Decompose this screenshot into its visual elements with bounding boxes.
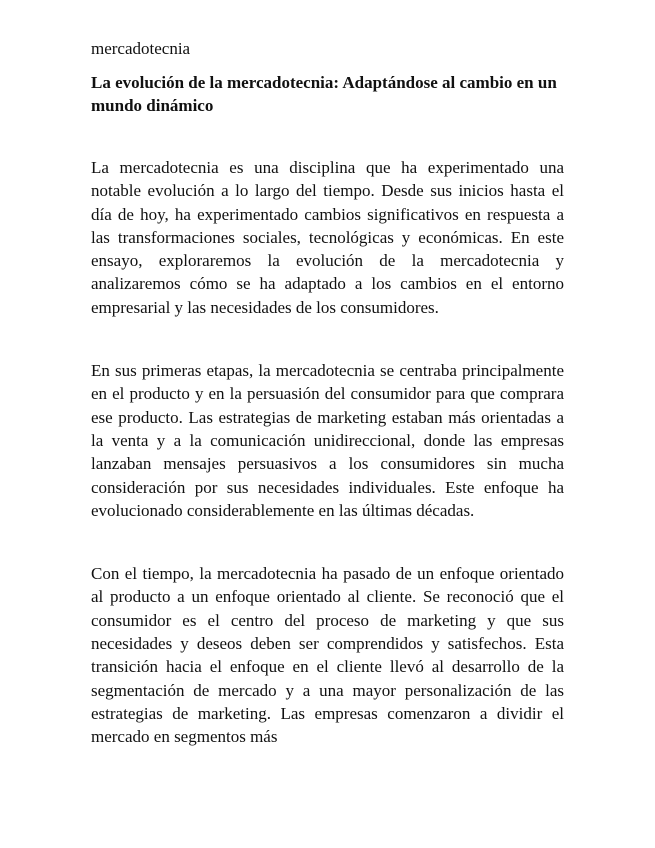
paragraph-1: La mercadotecnia es una disciplina que ha experimentado una notable evolución a lo largo del tiempo. Desde sus inicios hasta el día de hoy, ha experimentado cambios significativos en respuesta a las transformaciones sociales, tecnológicas y económicas. En este ensayo, exploraremos la evolución de la mercadotecnia y analizaremos cómo se ha adaptado a los cambios en el entorno empresarial y las necesidades de los consumidores. [91,158,564,317]
document-page [91,38,564,789]
document-title: La evolución de la mercadotecnia: Adaptándose al cambio en un mundo dinámico [91,73,557,115]
document-label: mercadotecnia [91,39,191,58]
paragraph-3: Con el tiempo, la mercadotecnia ha pasado de un enfoque orientado al producto a un enfoque orientado al cliente. Se reconoció que el consumidor es el centro del proceso de marketing y que sus necesidades y deseos deben ser comprendidos y satisfechos. Esta transición hacia el enfoque en el cliente llevó al desarrollo de la segmentación de mercado y a una mayor personalización de las estrategias de marketing. Las empresas comenzaron a dividir el mercado en segmentos más [91,564,564,747]
paragraph-2: En sus primeras etapas, la mercadotecnia se centraba principalmente en el producto y en la persuasión del consumidor para que comprara ese producto. Las estrategias de marketing estaban más orientadas a la venta y a la comunicación unidireccional, donde las empresas lanzaban mensajes persuasivos a los consumidores sin mucha consideración por sus necesidades individuales. Este enfoque ha evolucionado considerablemente en las últimas décadas. [91,361,564,520]
